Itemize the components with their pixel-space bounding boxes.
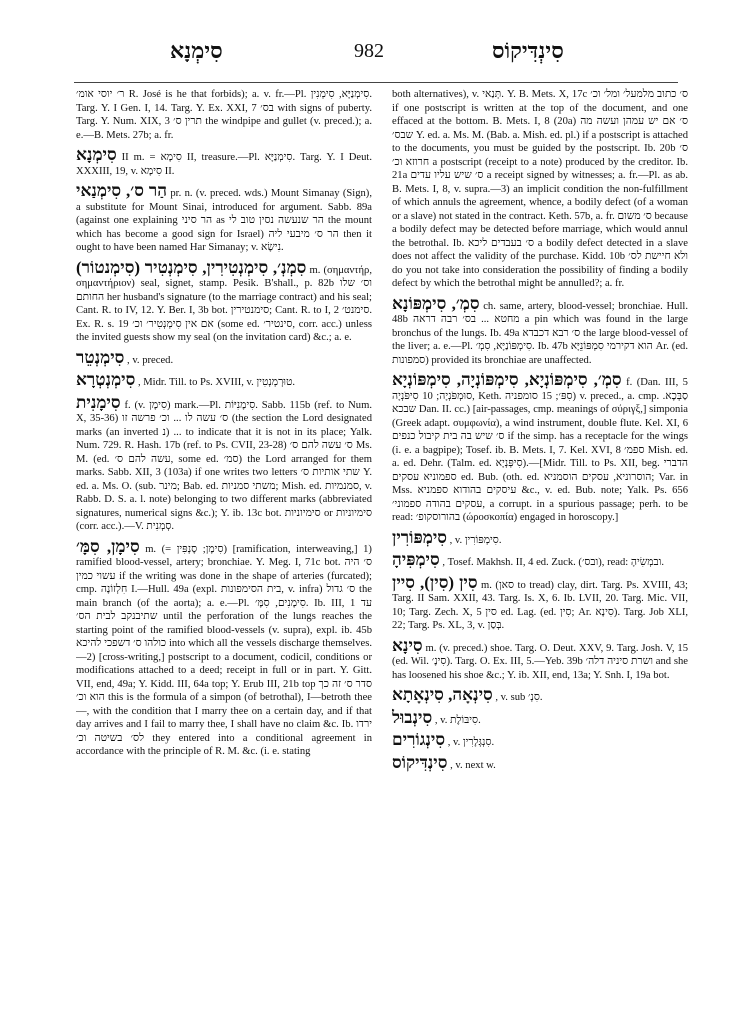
dictionary-entry: [392, 574, 688, 633]
page-header: [0, 38, 750, 68]
entry-headword: סִימָנִית: [76, 392, 121, 412]
entry-text: m. (= סִימָן; סָנְפִּין) [ramification, interweaving,] 1) ramified blood-vessel, artery; bronchiae. Y. Meg. I, 71c bot. ס׳ היה עשוי כמין if the writing was done in the shape of arteries (furcated); cmp. חִלְזוֹנָה I.—Hull. 49a (expl. בית הסימפונות, v. infra) ס׳ גדול the main branch (of the aorta); a. e.—Pl. סִימָנִים, סִמָּ׳. Ib. III, 1 עד שתיבנקב לבית הס׳ until the perforation of the lungs reaches the starting point of the ramified blood-vessels (v. supra), expl. ib. 45b כולהו ס׳ דשפכי להיכא into which all the vessels discharge themselves.—2) [cross-writing,] postscript to a document, codicil, conditions or modifications attached to a deed; receipt in full or in part. Y. Gitt. VII, end, 49a; Y. Kidd. III, 64a top; Y. Erub III, 21b top סדר ס׳ זה כך הוא וכ׳ this is the formula of a simpon (of betrothal), I—betroth thee—, with the condition that I marry thee on a certain day, and if that day arrives and I fail to marry thee, I shall have no claim &c. Ib. ירדו לס׳ בשיטה וכ׳ they entered into a conditional agreement in accordance with the principle of R. M. &c. (i. e. stating: [76, 543, 372, 757]
dictionary-entry: [76, 371, 372, 390]
entry-text: m. (סאן to tread) clay, dirt. Targ. Ps. XVIII, 43; Targ. II Sam. XXII, 43. Targ. Is. X, 6. Ib. LVII, 20. Targ. Mic. VII, 10; Targ. Zech. X, 5 סין ed. Lag. (ed. סִין; Ar. סִינָא). Targ. Job XLI, 22; Targ. Ps. XL, 3, v. בְּסַן.: [392, 579, 688, 631]
left-column: [76, 88, 372, 998]
entry-text: II m. = סִימָא II, treasure.—Pl. סִימְנַיָּא. Targ. Y. I Deut. XXXIII, 19, v. סִימָא II.: [76, 152, 372, 177]
entry-text: , v. sub סִנְ׳.: [495, 692, 543, 703]
entry-text: , v. סִימְפּוֹרִין.: [449, 534, 502, 546]
right-column: [392, 88, 688, 998]
entry-text: , Midr. Till. to Ps. XVIII, v. טוּרְמְנְטִין.: [137, 377, 296, 388]
dictionary-entry: [392, 637, 688, 683]
dictionary-entry: [76, 88, 372, 142]
dictionary-entry: [392, 295, 688, 368]
entry-headword: סִימְפִּיהָ: [392, 550, 440, 569]
dictionary-entry: [76, 394, 372, 534]
dictionary-entry: [392, 686, 688, 705]
dictionary-entry: [76, 538, 372, 759]
entry-text: , v. סִיבּוֹלֶת.: [434, 714, 481, 726]
entry-headword: סִינְדִּיקוֹס: [392, 752, 448, 772]
entry-headword: (סִימְנטוֹר) סִמְנְ׳, סִימְנְטִירִין, סִימְנְטִיר: [76, 257, 307, 277]
page-number: 982: [354, 40, 384, 62]
dictionary-entry: [392, 551, 688, 570]
entry-text: m. (v. preced.) shoe. Targ. O. Deut. XXV, 9. Targ. Josh. V, 15 (ed. Wil. סִינָ׳). Targ. O. Ex. III, 5.—Yeb. 39b ושרת סיניה דלה׳ and she has loosened his shoe &c.; Y. ib. XII, end, 13a; Y. Snh. I, 19a bot.: [392, 642, 688, 681]
entry-text: both alternatives), v. תְּנַאי. Y. B. Mets. X, 17c ס׳ כתוב מלמעל׳ ומל׳ וכ׳ if one postscript is written at the top of the document, and one effaced at the bottom. B. Mets. I, 8 (20a) ס׳ אם יש עמהן ועשה מה שבס׳ Y. ed. a. Ms. M. (Bab. a. Mish. ed. pl.) if a postscript is attached to the documents, you must be guided by the postscript. Ib. 20b ס׳ חרוזא וכ׳ a postscript (receipt to a note) produced by the creditor. Ib. 21a ס׳ שיש עליו עדים a receipt signed by witnesses; a. fr.—Pl. as ab. B. Mets. I, 8, v. supra.—3) an implicit condition the non-fulfillment of which annuls the agreement, whence, a bodily defect (of a woman or a slave) not stated in the contract. Keth. 57b, a. fr. ס׳ משום because a bodily defect may be detected before marriage, which would annul the betrothal. Ib. ס׳ בעבדים ליכא a bodily defect detected in a slave does not affect the validity of the purchase. Kidd. 10b ולא חיישת לס׳ do you not take into consideration the possibility of finding a bodily defect by which the betrothal might be annulled?; a. fr.: [392, 89, 688, 289]
dictionary-entry: [392, 709, 688, 728]
entry-headword: סִימְנְטְרָא: [76, 370, 136, 389]
entry-text: f. (v. סִימָן) mark.—Pl. סִימָנִיּוֹת. Sabb. 115b (ref. to Num. X, 35-36) ס׳ עשה לו ... וכ׳ פרשה זו (the section the Lord designated marks (an inverted נ) ... to indicate that it is not in its place; Yalk. Num. 729. R. Hash. 17b (ref. to Ps. CVII, 23-28) ס׳ עשה להם ס׳ Ms. M. (ed. עשה להם ס׳, some ed. סמ׳) the Lord arranged for them marks. Sabb. XII, 3 (103a) if one writes two letters שתי אותיות ס׳ Y. ed. a. Ms. O. (sub. מינר; Bab. ed. משתי סמניות; Mish. ed. סמנמיות, v. Rabb. D. S. a. l. note) belonging to two different marks (abbreviated signatures, numerical signs &c.); Y. ib. 13c bot. סימיוניות or סימיוניות (corr. acc.).—V. סְמְנִית.: [76, 399, 372, 532]
dictionary-entry: [392, 371, 688, 525]
entry-headword: סִין (סִין), סִיין: [392, 572, 478, 592]
entry-text: pr. n. (v. preced. wds.) Mount Simanay (Sign), a substitute for Mount Sinai, introduced for argument. Sabb. 89a (against one explaining הר סיני as הר שנעשה נסין טוב לי the mount which has become a good sign for Israel) הר ס׳ מיבעי ליה then it ought to have been named Har Simanay; v. נִישָׂא.: [76, 188, 372, 253]
entry-text: , v. preced.: [127, 354, 174, 366]
entry-headword: סִינְאָה, סִינְאָתָא: [392, 685, 493, 704]
entry-headword: סִימְפּוֹרִין: [392, 527, 447, 547]
entry-headword: סִמְ׳, סִימְפּוֹנָא: [392, 293, 480, 313]
entry-headword: סִינָא: [392, 635, 423, 655]
dictionary-entry: [76, 349, 372, 368]
header-right-headword: סִינְדִּיקוֹס: [492, 38, 564, 63]
entry-text: ר׳ יוסי אומ׳ R. José is he that forbids); a. v. fr.—Pl. סִימְנַיָּא, סִימְנִין. Targ. Y. I Gen. I, 14. Targ. Y. Ex. XXI, 7 בס׳ with signs of puberty. Targ. Y. Num. XIX, 3 תרין ס׳ the windpipe and gullet (v. preced.); a. e.—B. Mets. 27b; a. fr.: [76, 89, 372, 141]
entry-headword: סִימָן, סִמָּ׳: [76, 536, 140, 556]
dictionary-entry: [392, 731, 688, 750]
entry-text: ch. same, artery, blood-vessel; bronchiae. Hull. 48b מחטא ... בס׳ רבה דראה a pin which was found in the large bronchus of the lungs. Ib. 49a ס׳ רבא דכבדא the large blood-vessel of the liver; a. e.—Pl. סִימְפּוֹנַיָּא, סִמְ׳. Ib. 47b הוא דקירמי סִמְפּוֹנֵיָּא Ar. (ed. סמפונות) provided its bronchiae are unaffected.: [392, 300, 688, 366]
entry-text: , v. next w.: [450, 759, 496, 771]
entry-text: , v. סִנְגְּלָרִין.: [447, 737, 495, 748]
entry-headword: סִימְנְטֵר: [76, 347, 125, 367]
dictionary-entry: [392, 88, 688, 291]
entry-headword: הַר ס׳, סִימְנַאי: [76, 181, 167, 200]
entry-headword: סִינְגוֹרִים: [392, 730, 446, 749]
entry-text: , Tosef. Makhsh. II, 4 ed. Zuck. (ובס׳), read: ובמְשִׂיהָ.: [442, 557, 665, 568]
dictionary-entry: [76, 259, 372, 345]
dictionary-entry: [76, 182, 372, 255]
entry-headword: סִינְבוּל: [392, 707, 433, 727]
entry-headword: סִימְנָא: [76, 145, 117, 164]
header-left-headword: סִימְנָא: [170, 38, 223, 63]
header-rule: [74, 82, 678, 83]
entry-text: m. (σημαντήρ, σημαντήριον) seal, signet, stamp. Pesik. B'shall., p. 82b וס׳ שלו החותם her husband's signature (to the marriage contract) and his seal; Cant. R. to IV, 12. Y. Ber. I, 3b bot. סימנטירין; Cant. R. to I, 2 סימנט׳. Ex. R. s. 19 אם אין סִימְנְטִיר׳ וכ׳ (some ed. סינטיר׳, corr. acc.) unless the invited guests show my seal (on the invitation card) &c.; a. e.: [76, 264, 372, 343]
entry-headword: סִמְ׳, סִימְפּוֹנְיָא, סִימְפּוֹנְיָה, סִימְפּוֹנְיָא: [392, 370, 622, 389]
dictionary-entry: [392, 529, 688, 548]
dictionary-entry: [76, 146, 372, 178]
dictionary-entry: [392, 754, 688, 773]
entry-text: f. (Dan. III, 5 סוּמְפֹּנְיָה; 10 סִיפֹּנְיָה, Keth. סִפּ׳; 15 סומפניה) v. preced., a. cmp. סַבְּכָא. שבכא Dan. II. cc.) [air-passages, cmp. meanings of σύριγξ,] simponia (Greek adapt. συμφωνία), a wind instrument, double flute. Kel. XI, 6 ס׳ שיש בה בית קיבול כנפים if the simp. has a receptacle for the wings (i. e. a bagpipe); Tosef. ib. B. Mets. I, 7. Kel. XVI, 8 ספמ׳ Mish. ed. a. ed. Dehr. (Talm. ed. סִיפְּנְיָא).—[Midr. Till. to Ps. XII, beg. הדברי ספמוניא עסקים ed. Bub. (oth. ed. הוסרוניא, עסקים הוסמניא; Var. in Mss. עיסקים בהודוא ספמניא &c., v. ed. Bub. note; Yalk. Ps. 656 עסקים בהודה ספמוני׳, a corrupt. in a spurious passage; perh. to be read: בהורוסקופ׳ (ώροσκοπία) engaged in horoscopy.]: [392, 377, 688, 523]
